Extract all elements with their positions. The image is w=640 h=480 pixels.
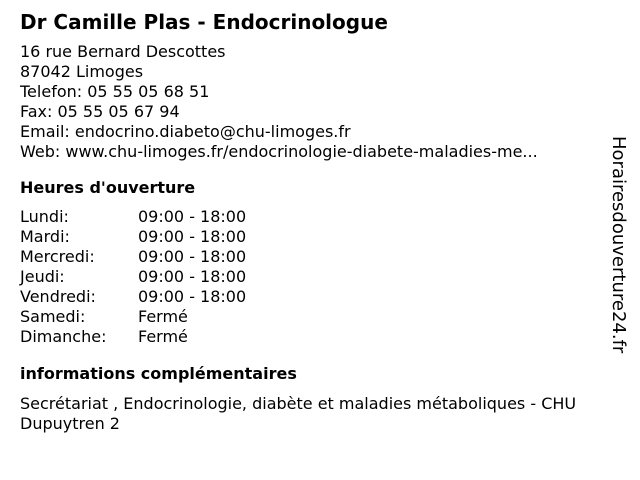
fax-line: Fax: 05 55 05 67 94 (20, 102, 180, 121)
hours-table (20, 207, 620, 347)
day-label: Mardi: (20, 227, 70, 246)
hours-row-lundi (20, 207, 620, 227)
day-label: Dimanche: (20, 327, 107, 346)
day-hours: 09:00 - 18:00 (138, 227, 247, 246)
day-label: Mercredi: (20, 247, 95, 266)
info-heading: informations complémentaires (20, 364, 297, 383)
email-line[interactable]: Email: endocrino.diabeto@chu-limoges.fr (20, 122, 351, 141)
address-city: 87042 Limoges (20, 62, 144, 81)
day-hours: 09:00 - 18:00 (138, 287, 247, 306)
hours-heading: Heures d'ouverture (20, 178, 196, 197)
day-hours: 09:00 - 18:00 (138, 267, 247, 286)
info-text: Secrétariat , Endocrinologie, diabète et maladies métaboliques - CHU Dupuytren 2 (20, 394, 577, 433)
day-label: Lundi: (20, 207, 69, 226)
listing-card (20, 8, 620, 434)
address-street: 16 rue Bernard Descottes (20, 42, 226, 61)
hours-row-jeudi (20, 267, 620, 287)
site-watermark: Horairesdouverture24.fr (608, 136, 629, 354)
day-label: Vendredi: (20, 287, 96, 306)
hours-row-mardi (20, 227, 620, 247)
hours-row-samedi (20, 307, 620, 327)
hours-row-vendredi (20, 287, 620, 307)
day-hours: 09:00 - 18:00 (138, 207, 247, 226)
page-title: Dr Camille Plas - Endocrinologue (20, 10, 388, 34)
web-line[interactable]: Web: www.chu-limoges.fr/endocrinologie-diabete-maladies-me... (20, 142, 538, 161)
phone-line: Telefon: 05 55 05 68 51 (20, 82, 210, 101)
hours-row-mercredi (20, 247, 620, 267)
hours-row-dimanche (20, 327, 620, 347)
contact-block (20, 42, 620, 162)
day-hours: 09:00 - 18:00 (138, 247, 247, 266)
day-hours: Fermé (138, 327, 188, 346)
day-label: Samedi: (20, 307, 86, 326)
day-label: Jeudi: (20, 267, 65, 286)
day-hours: Fermé (138, 307, 188, 326)
